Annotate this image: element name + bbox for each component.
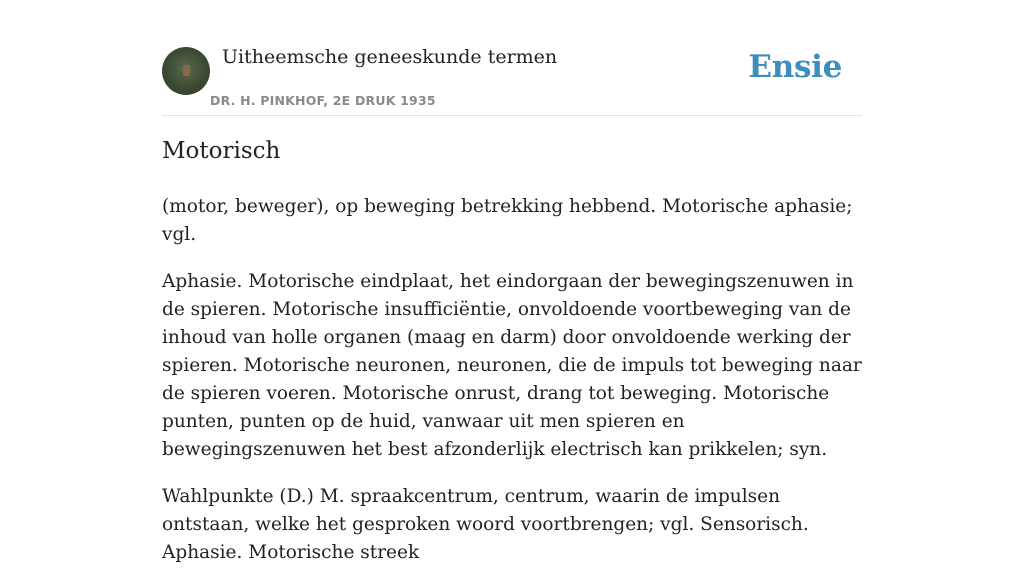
definition-paragraph: Wahlpunkte (D.) M. spraakcentrum, centrum, waarin de impulsen ontstaan, welke het gesproken woord voortbrengen; vgl. Sensorisch. Aphasie. Motorische streek	[162, 486, 809, 563]
book-author-line: DR. H. PINKHOF, 2E DRUK 1935	[210, 93, 436, 108]
definition-paragraph: (motor, beweger), op beweging betrekking hebbend. Motorische aphasie; vgl.	[162, 196, 853, 245]
ensie-logo[interactable]: Ensie	[748, 49, 842, 85]
book-cover-avatar[interactable]	[162, 47, 210, 95]
definition-paragraph: Aphasie. Motorische eindplaat, het eindorgaan der bewegingszenuwen in de spieren. Motorische insufficiëntie, onvoldoende voortbeweging van de inhoud van holle organen (maag en darm) door onvoldoende werking der spieren. Motorische neuronen, neuronen, die de impuls tot beweging naar de spieren voeren. Motorische onrust, drang tot beweging. Motorische punten, punten op de huid, vanwaar uit men spieren en bewegingszenuwen het best afzonderlijk electrisch kan prikkelen; syn.	[162, 271, 862, 460]
site-header	[162, 45, 862, 116]
book-emblem-icon	[183, 65, 190, 76]
entry-content	[162, 193, 867, 586]
book-title[interactable]: Uitheemsche geneeskunde termen	[222, 46, 558, 68]
entry-title: Motorisch	[162, 138, 281, 164]
